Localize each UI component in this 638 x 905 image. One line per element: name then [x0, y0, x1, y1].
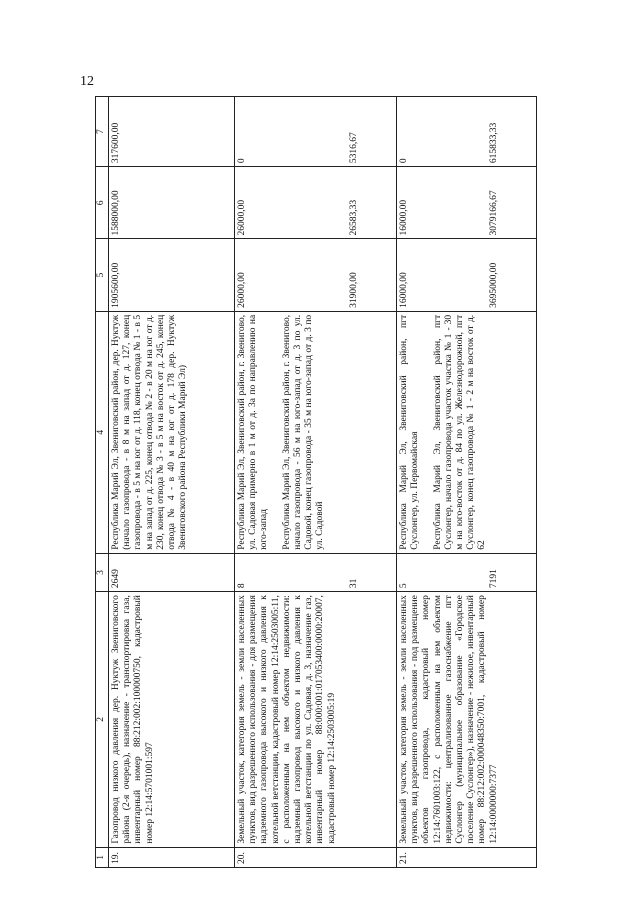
object-length: 8 31: [235, 553, 397, 591]
header-cell: 1: [96, 847, 109, 867]
value-col7: 0 5316,67: [235, 97, 397, 167]
object-location: Республика Марий Эл, Звениговский район, г. Звенигово, ул. Садовая примерно в 1 м от д. 3а по направлению на юго-запад Республика Марий Эл, Звениговский район, г. Звенигово, начало газопровода - 56 м на юго-запад от д. 3 по ул. Садовой, конец газопровода - 35 м на юго-запад от д. 3 по ул. Садовой: [235, 311, 397, 553]
value-col5: 26000,00 31900,00: [235, 239, 397, 311]
header-cell: 5: [96, 239, 109, 311]
value-col6: 1588000,00: [109, 167, 235, 239]
header-cell: 4: [96, 311, 109, 553]
header-cell: 7: [96, 97, 109, 167]
object-description: Газопровод низкого давления дер. Нуктуж Звениговского района (2-я очередь), назначение - транспортировка газа, инвентарный номер 88:212:002:100000750, кадастровый номер 12:14:5701001:597: [109, 592, 235, 847]
object-location: Республика Марий Эл, Звениговский район, дер. Нуктуж (начало газопровода - в 8 м на запад от д. 127, конец газопровода - в 5 м на юг от д. 118, конец отвода № 1 - в 5 м на запад от д. 225, конец отвода № 2 - в 20 м на юг от д. 230, конец отвода № 3 - в 5 м на восток от д. 245, конец отвода № 4 - в 40 м на юг от д. 178 дер. Нуктуж Звениговского района Республики Марий Эл): [109, 311, 235, 553]
value-col6: 26000,00 26583,33: [235, 167, 397, 239]
header-cell: 2: [96, 592, 109, 847]
object-location: Республика Марий Эл, Звениговский район, пгт Суслонгер, ул. Первомайская Республика Марий Эл, Звениговский район, пгт Суслонгер, начало газопровода участок участка № 1 - 30 м на юго-восток от д. 84 по ул. Железнодорожной, пгт Суслонгер, конец газопровода № 1 - 2 м на восток от д. 62: [397, 311, 537, 553]
table-row: [235, 97, 397, 868]
value-col5: 16000,00 3695000,00: [397, 239, 537, 311]
value-col7: 0 615833,33: [397, 97, 537, 167]
value-col7: 317600,00: [109, 97, 235, 167]
object-length: 5 7191: [397, 553, 537, 591]
property-table: [95, 96, 537, 868]
table-row: [397, 97, 537, 868]
row-number: 21.: [397, 847, 537, 867]
rotated-table-area: [95, 96, 545, 868]
value-col6: 16000,00 3079166,67: [397, 167, 537, 239]
row-number: 20.: [235, 847, 397, 867]
row-number: 19.: [109, 847, 235, 867]
header-cell: 3: [96, 553, 109, 591]
object-length: 2649: [109, 553, 235, 591]
header-row: [96, 97, 109, 868]
value-col5: 1905600,00: [109, 239, 235, 311]
header-cell: 6: [96, 167, 109, 239]
table-row: [109, 97, 235, 868]
object-description: Земельный участок, категория земель - земли населенных пунктов, вид разрешенного использования - для размещения надземного газопровода высокого и низкого давления к котельной ветстанции, кадастровый номер 12:14:2503005:11, с расположенным на нем объектом недвижимости: надземный газопровод высокого и низкого давления к котельной ветстанции по ул. Садовая, д. 3, назначение газ, инвентарный номер 88:000:001:017053400:0000:20007, кадастровый номер 12:14:2503005:19: [235, 592, 397, 847]
page-number: 12: [80, 74, 94, 89]
object-description: Земельный участок, категория земель - земли населенных пунктов, вид разрешенного использования - под размещение объектов газопровода, кадастровый номер 12:14:7601003:122, с расположенным на нем объектом недвижимости: централизованное газоснабжение пгт Суслонгер (муниципальное образование «Городское поселение Суслонгер»), назначение - нежилое, инвентарный номер 88:212:002:000048350:7001, кадастровый номер 12:14:0000000:7377: [397, 592, 537, 847]
